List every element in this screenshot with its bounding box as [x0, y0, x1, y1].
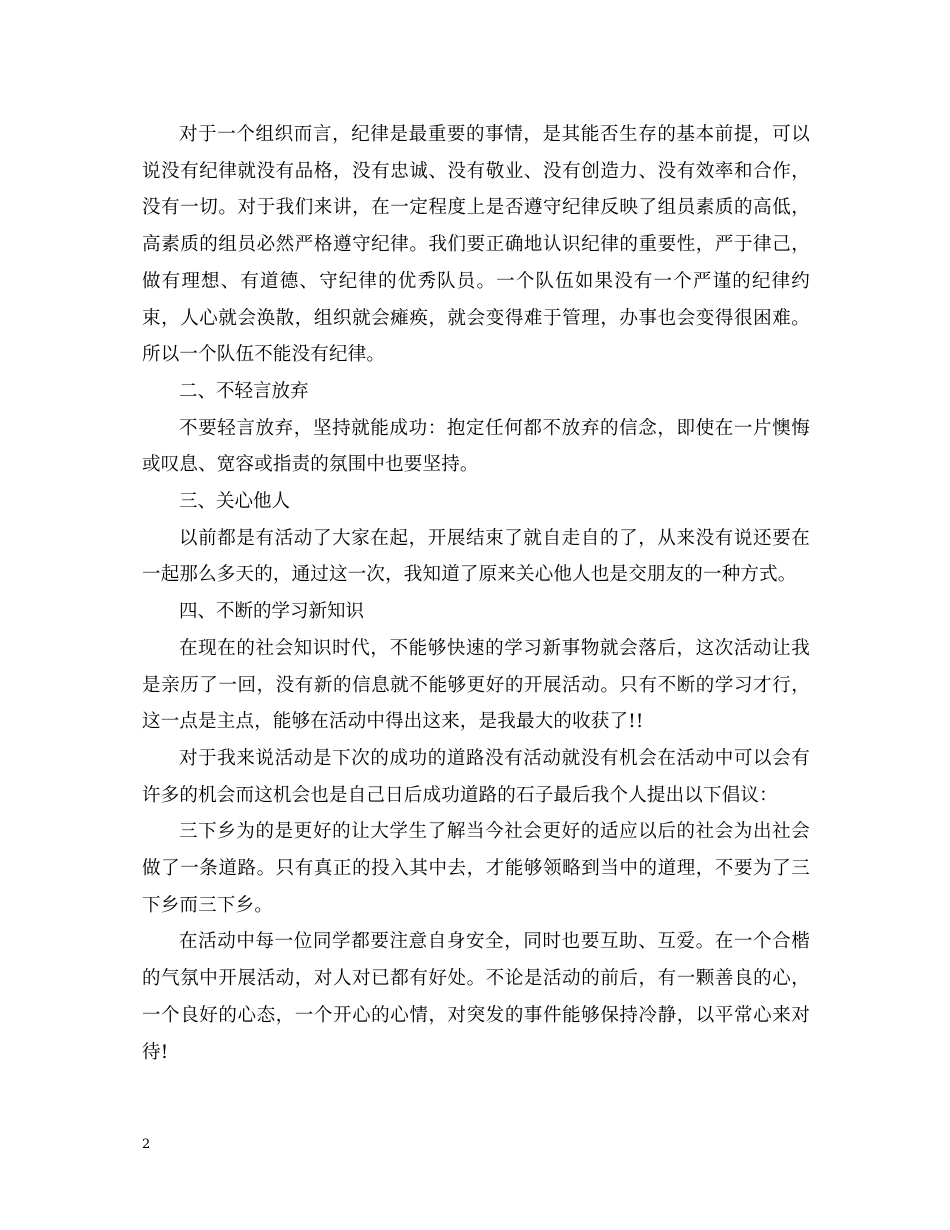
- paragraph-safety: 在活动中每一位同学都要注意自身安全，同时也要互助、互爱。在一个合楷的气氛中开展活动，对人对已都有好处。不论是活动的前后，有一颗善良的心，一个良好的心态，一个开心的心情，对突发的事件能够保持冷静，以平常心来对待!: [142, 931, 810, 1063]
- heading-keep-learning: 四、不断的学习新知识: [179, 601, 365, 623]
- paragraph-keep-learning: 在现在的社会知识时代，不能够快速的学习新事物就会落后，这次活动让我是亲历了一回，没有新的信息就不能够更好的开展活动。只有不断的学习才行，这一点是主点，能够在活动中得出这来，是我最大的收获了!!: [142, 637, 810, 733]
- document-body: [142, 117, 810, 1071]
- heading-care-for-others: 三、关心他人: [179, 491, 291, 513]
- page-number: 2: [142, 1137, 151, 1152]
- paragraph-success-path: 对于我来说活动是下次的成功的道路没有活动就没有机会在活动中可以会有许多的机会而这机会也是自己日后成功道路的石子最后我个人提出以下倡议：: [142, 747, 810, 806]
- paragraph-three-to-countryside: 三下乡为的是更好的让大学生了解当今社会更好的适应以后的社会为出社会做了一条道路。只有真正的投入其中去，才能够领略到当中的道理，不要为了三下乡而三下乡。: [142, 821, 810, 916]
- paragraph-discipline: 对于一个组织而言，纪律是最重要的事情，是其能否生存的基本前提，可以说没有纪律就没有品格，没有忠诚、没有敬业、没有创造力、没有效率和合作，没有一切。对于我们来讲，在一定程度上是否遵守纪律反映了组员素质的高低，高素质的组员必然严格遵守纪律。我们要正确地认识纪律的重要性，严于律己，做有理想、有道德、守纪律的优秀队员。一个队伍如果没有一个严谨的纪律约束，人心就会涣散，组织就会瘫痪，就会变得难于管理，办事也会变得很困难。所以一个队伍不能没有纪律。: [142, 124, 810, 366]
- paragraph-care-for-others: 以前都是有活动了大家在起，开展结束了就自走自的了，从来没有说还要在一起那么多天的，通过这一次，我知道了原来关心他人也是交朋友的一种方式。: [142, 527, 810, 586]
- heading-never-give-up: 二、不轻言放弃: [179, 380, 309, 402]
- paragraph-never-give-up: 不要轻言放弃，坚持就能成功：抱定任何都不放弃的信念，即使在一片懊悔或叹息、宽容或指责的氛围中也要坚持。: [142, 417, 810, 476]
